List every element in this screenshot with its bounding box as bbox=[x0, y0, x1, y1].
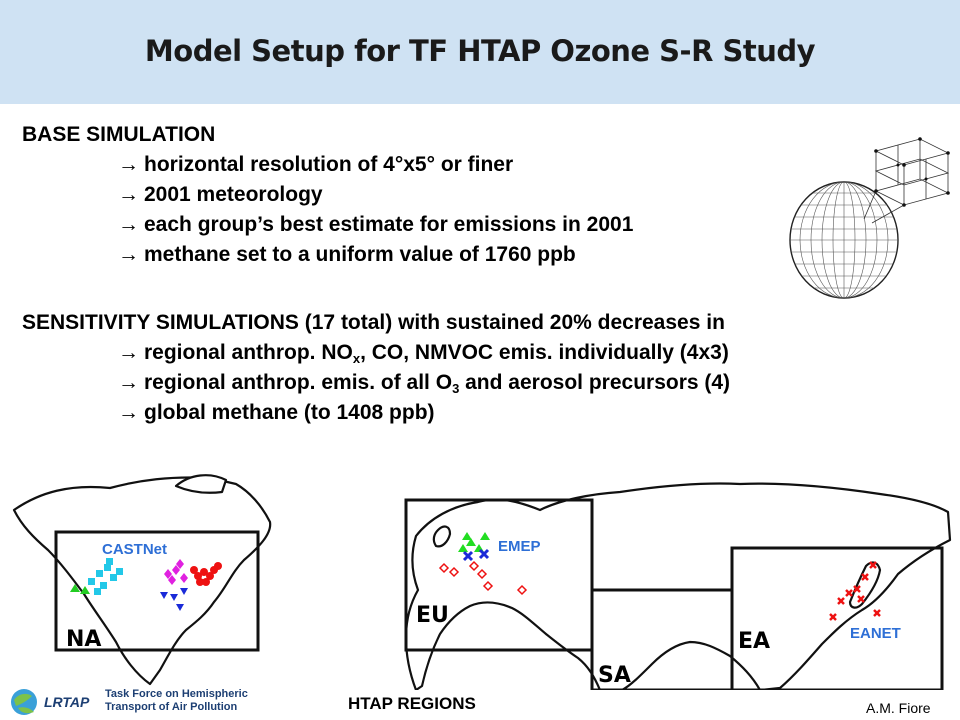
arrow-icon: → bbox=[118, 243, 139, 266]
slide-title: Model Setup for TF HTAP Ozone S-R Study bbox=[144, 34, 816, 68]
base-item: → horizontal resolution of 4°x5° or finer bbox=[22, 150, 922, 180]
sensitivity-heading: SENSITIVITY SIMULATIONS (17 total) with sustained 20% decreases in bbox=[22, 311, 725, 334]
map-caption: HTAP REGIONS bbox=[348, 694, 476, 713]
base-item: → each group’s best estimate for emissions in 2001 bbox=[22, 210, 922, 240]
sensitivity-item: → regional anthrop. emis. of all $O_3$ and aerosol precursors (4) bbox=[22, 368, 922, 398]
arrow-icon: → bbox=[118, 213, 139, 236]
globe-grid-illustration bbox=[780, 125, 960, 300]
base-heading: BASE SIMULATION bbox=[22, 123, 216, 146]
arrow-icon: → bbox=[118, 341, 139, 364]
arrow-icon: → bbox=[118, 371, 139, 394]
base-item: → methane set to a uniform value of 1760 ppb bbox=[22, 240, 922, 270]
network-label-castnet: CASTNet bbox=[102, 541, 168, 558]
lrtap-logo-text: Task Force on Hemispheric Transport of Air Pollution bbox=[105, 688, 248, 713]
region-label-ea: EA bbox=[738, 629, 771, 654]
network-label-eanet: EANET bbox=[850, 625, 901, 642]
base-item: → 2001 meteorology bbox=[22, 180, 922, 210]
author-credit: A.M. Fiore bbox=[866, 700, 931, 716]
arrow-icon: → bbox=[118, 183, 139, 206]
lrtap-logo-abbr: LRTAP bbox=[44, 694, 90, 710]
sensitivity-item: → regional anthrop. $NO_x$, CO, NMVOC emis. individually (4x3) bbox=[22, 338, 922, 368]
arrow-icon: → bbox=[118, 401, 139, 424]
network-label-emep: EMEP bbox=[498, 538, 541, 555]
region-label-na: NA bbox=[66, 627, 102, 652]
region-label-eu: EU bbox=[416, 603, 449, 628]
region-label-sa: SA bbox=[598, 663, 631, 688]
sensitivity-item: → global methane (to 1408 ppb) bbox=[22, 398, 922, 428]
htap-region-map bbox=[0, 470, 960, 690]
arrow-icon: → bbox=[118, 153, 139, 176]
